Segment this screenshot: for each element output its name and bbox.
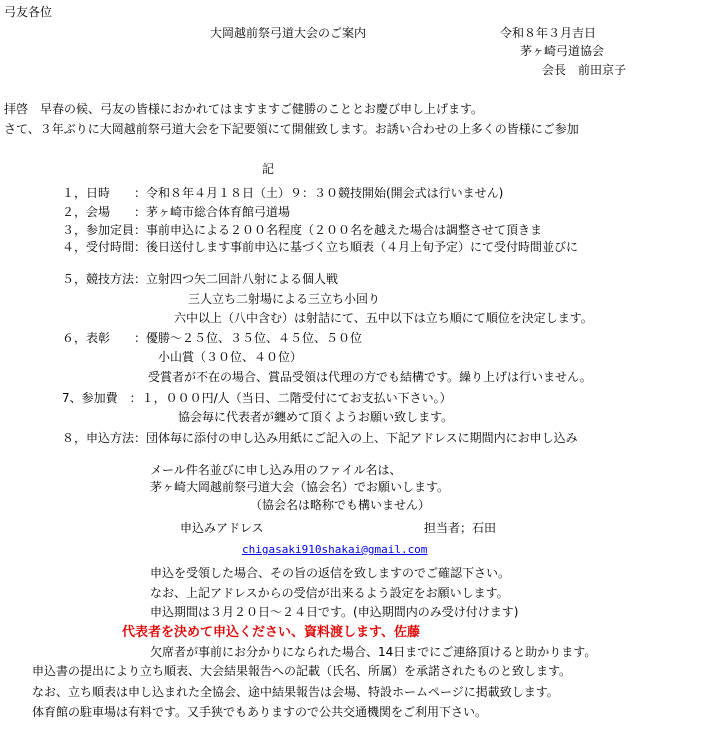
- issue-date: 令和８年３月吉日: [500, 26, 597, 40]
- note-representative: 代表者を決めて申込ください、資料渡します、佐藤: [122, 625, 420, 640]
- item-fee: 7、参加費 ：１，０００円/人（当日、二階受付にてお支払い下さい。）: [62, 391, 452, 405]
- address-label: 申込みアドレス: [180, 521, 264, 535]
- organization: 茅ヶ崎弓道協会: [520, 44, 605, 58]
- mail-note-1: メール件名並びに申し込み用のファイル名は、: [150, 463, 402, 477]
- item-datetime: １，日時 ：令和８年４月１８日（土）９：３０競技開始(開会式は行いません): [62, 186, 504, 200]
- item-awards: ６，表彰 ：優勝～２５位、３５位、４５位、５０位: [62, 331, 363, 345]
- email-link[interactable]: chigasaki910shakai@gmail.com: [242, 543, 428, 556]
- document-title: 大岡越前祭弓道大会のご案内: [210, 26, 367, 40]
- email-link-wrap: [242, 542, 427, 557]
- chairperson: 会長 前田京子: [542, 63, 627, 77]
- mail-note-3: （協会名は略称でも構いません）: [250, 498, 431, 512]
- greeting-line: 拝啓 早春の候、弓友の皆様におかれてはますますご健勝のこととお慶び申し上げます。: [4, 102, 484, 116]
- item-venue: ２，会場 ：茅ヶ崎市総合体育館弓道場: [62, 205, 291, 219]
- item-format: ５，競技方法：立射四つ矢二回計八射による個人戦: [62, 272, 339, 286]
- item-awards-detail-2: 受賞者が不在の場合、賞品受領は代理の方でも結構です。繰り上げは行いません。: [148, 370, 592, 384]
- note-absence: 欠席者が事前にお分かりになられた場合、14日までにご連絡頂けると助かります。: [150, 645, 597, 659]
- note-publication: なお、立ち順表は申し込まれた全協会、途中結果報告は会場、特設ホームページに掲載致します。: [32, 685, 559, 699]
- item-capacity: ３，参加定員：事前申込による２００名程度（２００名を越えた場合は調整させて頂きま: [62, 223, 543, 237]
- addressee: 弓友各位: [4, 5, 53, 19]
- item-application: ８，申込方法：団体毎に添付の申し込み用紙にご記入の上、下記アドレスに期間内にお申し込み: [62, 431, 578, 445]
- item-fee-detail: 協会毎に代表者が纏めて頂くようお願い致します。: [178, 410, 454, 424]
- note-reply: 申込を受領した場合、その旨の返信を致しますのでご確認下さい。: [150, 566, 511, 580]
- contact-person: 担当者；石田: [424, 521, 497, 535]
- note-parking: 体育館の駐車場は有料です。又手狭でもありますので公共交通機関をご利用下さい。: [32, 705, 488, 719]
- note-period: 申込期間は３月２０日～２４日です。(申込期間内のみ受け付けます): [150, 605, 519, 619]
- item-reception: ４，受付時間：後日送付します事前申込に基づく立ち順表（４月上旬予定）にて受付時間並びに: [62, 240, 579, 254]
- item-format-detail-1: 三人立ち二射場による三立ち小回り: [188, 292, 381, 306]
- invitation-paragraph: さて、３年ぶりに大岡越前祭弓道大会を下記要領にて開催致します。お誘い合わせの上多くの皆様にご参加: [4, 122, 579, 136]
- item-awards-detail-1: 小山賞（３０位、４０位）: [158, 350, 303, 364]
- mail-note-2: 茅ヶ崎大岡越前祭弓道大会（協会名）でお願いします。: [150, 480, 450, 494]
- note-settings: なお、上記アドレスからの受信が出来るよう設定をお願いします。: [150, 586, 509, 600]
- item-format-detail-2: 六中以上（八中含む）は射詰にて、五中以下は立ち順にて順位を決定します。: [174, 311, 593, 325]
- ki-heading: 記: [262, 162, 275, 176]
- note-consent: 申込書の提出により立ち順表、大会結果報告への記載（氏名、所属）を承諾されたものと致します。: [32, 664, 572, 678]
